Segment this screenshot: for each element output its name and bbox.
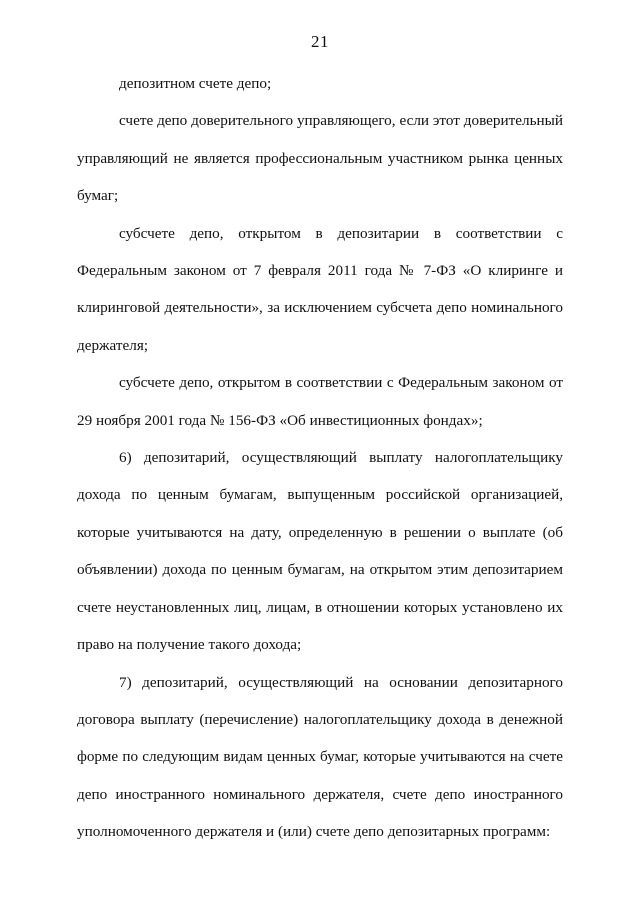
paragraph-item-7: 7) депозитарий, осуществляющий на основании депозитарного договора выплату (перечисление) налогоплательщику дохода в денежной форме по следующим видам ценных бумаг, которые учитываются на счете депо иностранного номинального держателя, счете депо иностранного уполномоченного держателя и (или) счете депо депозитарных программ: [77,673,563,841]
paragraph-item-6: 6) депозитарий, осуществляющий выплату налогоплательщику дохода по ценным бумагам, выпущенным российской организацией, которые учитываются на дату, определенную в решении о выплате (об объявлении) дохода по ценным бумагам, на открытом этим депозитарием счете неустановленных лиц, лицам, в отношении которых установлено их право на получение такого дохода; [77,449,563,654]
paragraph-investment-funds-subaccount: субсчете депо, открытом в соответствии с Федеральным законом от 29 ноября 2001 года № 156-ФЗ «Об инвестиционных фондах»; [77,374,563,429]
paragraph-depository-account: депозитном счете депо; [119,75,272,92]
paragraph-clearing-subaccount: субсчете депо, открытом в депозитарии в соответствии с Федеральным законом от 7 февраля 2011 года № 7-ФЗ «О клиринге и клиринговой деятельности», за исключением субсчета депо номинального держателя; [77,224,563,354]
document-body [77,65,563,851]
paragraph-trust-manager-account: счете депо доверительного управляющего, если этот доверительный управляющий не является профессиональным участником рынка ценных бумаг; [77,112,563,205]
page-number: 21 [311,32,329,51]
